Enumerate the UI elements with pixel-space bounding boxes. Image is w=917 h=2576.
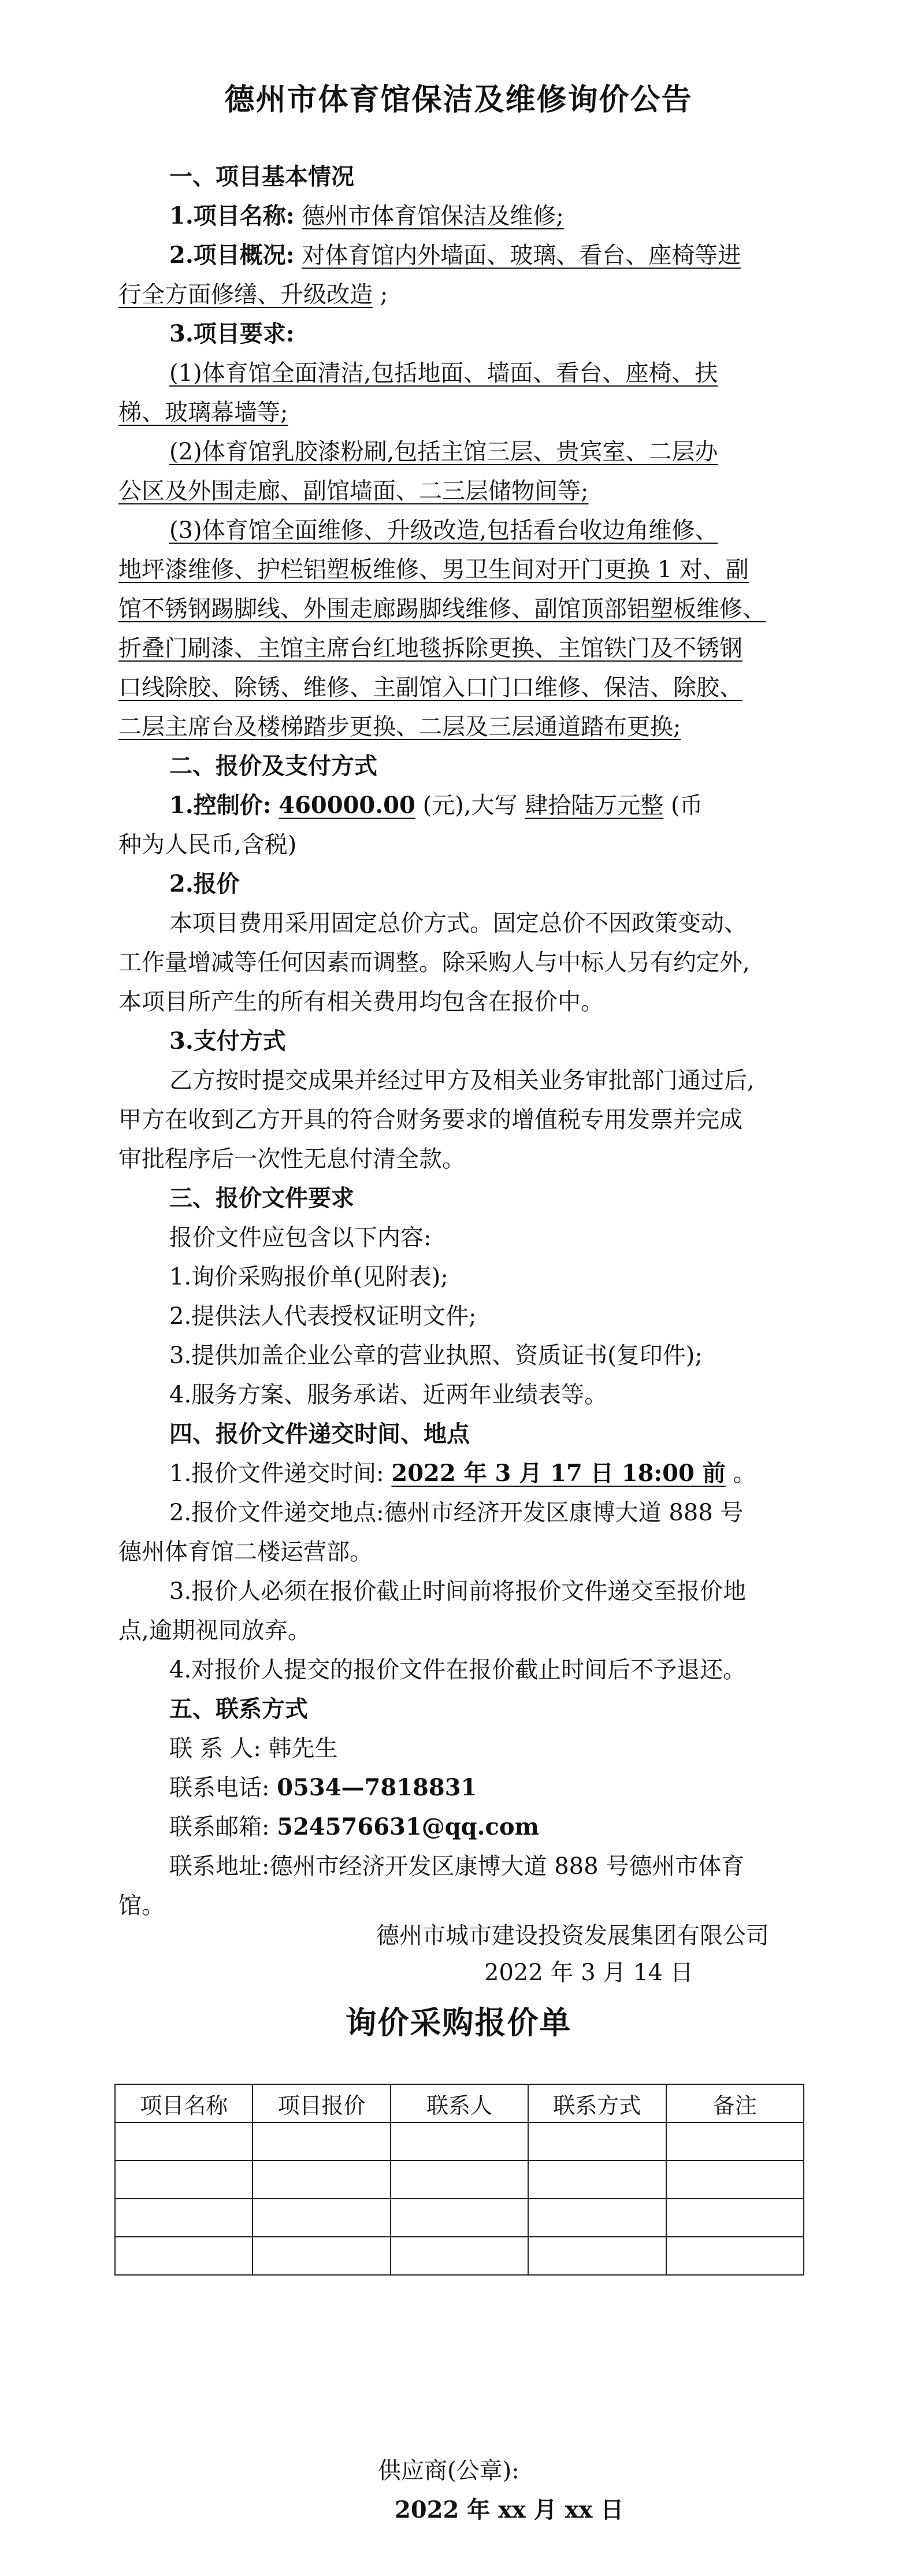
issuer-company: 德州市城市建设投资发展集团有限公司	[376, 1922, 769, 1949]
section-heading-contact: 五、联系方式	[169, 1695, 308, 1723]
header-project-name: 项目名称	[115, 2084, 253, 2122]
requirement-2-line-1: (2)体育馆乳胶漆粉刷,包括主馆三层、贵宾室、二层办	[169, 439, 718, 465]
quote-form-title: 询价采购报价单	[345, 2004, 572, 2041]
quote-paragraph-line-2: 工作量增减等任何因素而调整。除采购人与中标人另有约定外,	[118, 949, 750, 976]
submission-time-line	[118, 1454, 812, 1493]
table-cell[interactable]	[666, 2237, 804, 2275]
requirement-3-line-5: 口线除胶、除锈、维修、主副馆入口门口维修、保洁、除胶、	[118, 674, 742, 701]
contact-email-line	[118, 1807, 812, 1847]
payment-paragraph-line-1: 乙方按时提交成果并经过甲方及相关业务审批部门通过后,	[169, 1067, 755, 1094]
submission-time-value: 2022 年 3 月 17 日 18:00 前	[391, 1460, 726, 1487]
control-price-line	[118, 786, 812, 825]
contact-phone-value: 0534—7818831	[277, 1774, 477, 1801]
control-price-label: 1.控制价:	[169, 792, 272, 819]
table-cell[interactable]	[528, 2122, 666, 2161]
quote-label: 2.报价	[169, 870, 240, 897]
requirement-1-line-2: 梯、玻璃幕墙等;	[118, 399, 288, 426]
contact-person-value: 韩先生	[268, 1735, 338, 1762]
table-cell[interactable]	[115, 2161, 253, 2199]
control-price-mid: (元),大写	[422, 792, 518, 819]
contact-person-label: 联 系 人:	[169, 1735, 261, 1762]
project-overview-line-2	[118, 275, 812, 314]
requirement-3-line-6: 二层主席台及楼梯踏步更换、二层及三层通道踏布更换;	[118, 714, 681, 740]
contact-address-line-2: 馆。	[118, 1892, 165, 1919]
submission-time-label: 1.报价文件递交时间:	[169, 1460, 384, 1487]
table-cell[interactable]	[666, 2199, 804, 2237]
table-cell[interactable]	[391, 2237, 528, 2275]
table-cell[interactable]	[391, 2161, 528, 2199]
control-price-value: 460000.00	[279, 792, 415, 819]
quote-docs-intro: 报价文件应包含以下内容:	[169, 1224, 432, 1251]
project-overview-end: ;	[380, 281, 388, 308]
project-name-label: 1.项目名称:	[169, 202, 295, 229]
project-overview-label: 2.项目概况:	[169, 242, 295, 269]
project-name-value: 德州市体育馆保洁及维修;	[302, 203, 564, 229]
header-remarks: 备注	[666, 2084, 804, 2122]
requirement-2-line-2: 公区及外围走廊、副馆墙面、二三层储物间等;	[118, 478, 589, 504]
table-cell[interactable]	[666, 2161, 804, 2199]
supplier-date: 2022 年 xx 月 xx 日	[395, 2496, 624, 2523]
contact-phone-line	[118, 1768, 812, 1807]
table-cell[interactable]	[253, 2237, 390, 2275]
submission-location-line-1: 2.报价文件递交地点:德州市经济开发区康博大道 888 号	[169, 1499, 744, 1526]
table-cell[interactable]	[528, 2161, 666, 2199]
submission-deadline-line-2: 点,逾期视同放弃。	[118, 1617, 311, 1644]
requirement-3-line-2: 地坪漆维修、护栏铝塑板维修、男卫生间对开门更换 1 对、副	[118, 556, 749, 583]
issue-date: 2022 年 3 月 14 日	[484, 1959, 693, 1986]
requirement-3-line-3: 馆不锈钢踢脚线、外围走廊踢脚线维修、副馆顶部铝塑板维修、	[118, 596, 766, 622]
submission-no-return: 4.对报价人提交的报价文件在报价截止时间后不予退还。	[169, 1657, 747, 1683]
table-cell[interactable]	[115, 2237, 253, 2275]
table-cell[interactable]	[115, 2122, 253, 2161]
table-row	[115, 2161, 804, 2199]
payment-paragraph-line-3: 审批程序后一次性无息付清全款。	[118, 1146, 465, 1172]
header-project-quote: 项目报价	[253, 2084, 390, 2122]
contact-email-value: 524576631@qq.com	[277, 1813, 539, 1840]
section-heading-price-payment: 二、报价及支付方式	[169, 752, 377, 780]
contact-address-line-1: 联系地址:德州市经济开发区康博大道 888 号德州市体育	[169, 1853, 745, 1880]
quote-form-table	[114, 2084, 804, 2276]
payment-paragraph-line-2: 甲方在收到乙方开具的符合财务要求的增值税专用发票并完成	[118, 1107, 742, 1133]
project-overview-value-2: 行全方面修缮、升级改造	[118, 281, 373, 308]
project-name-line	[118, 196, 812, 236]
quote-form-header-row	[115, 2084, 804, 2122]
submission-location-line-2: 德州体育馆二楼运营部。	[118, 1539, 373, 1565]
control-price-tail: (币	[670, 792, 703, 819]
table-cell[interactable]	[253, 2199, 390, 2237]
table-cell[interactable]	[115, 2199, 253, 2237]
page-title: 德州市体育馆保洁及维修询价公告	[224, 82, 693, 117]
quote-paragraph-line-3: 本项目所产生的所有相关费用均包含在报价中。	[118, 989, 604, 1015]
section-heading-submission: 四、报价文件递交时间、地点	[169, 1420, 470, 1447]
table-cell[interactable]	[666, 2122, 804, 2161]
table-cell[interactable]	[253, 2122, 390, 2161]
header-contact-person: 联系人	[391, 2084, 528, 2122]
payment-label: 3.支付方式	[169, 1027, 286, 1055]
section-heading-basic-info: 一、项目基本情况	[169, 163, 354, 190]
submission-time-end: 。	[733, 1460, 756, 1487]
contact-person-line	[118, 1729, 812, 1768]
submission-deadline-line-1: 3.报价人必须在报价截止时间前将报价文件递交至报价地	[169, 1578, 747, 1605]
control-price-line-2: 种为人民币,含税)	[118, 832, 297, 858]
table-cell[interactable]	[391, 2122, 528, 2161]
table-cell[interactable]	[391, 2199, 528, 2237]
quote-docs-item-2: 2.提供法人代表授权证明文件;	[169, 1303, 477, 1330]
project-overview-value-1: 对体育馆内外墙面、玻璃、看台、座椅等进	[302, 242, 741, 269]
contact-phone-label: 联系电话:	[169, 1775, 270, 1801]
quote-docs-item-1: 1.询价采购报价单(见附表);	[169, 1264, 448, 1290]
table-cell[interactable]	[528, 2237, 666, 2275]
quote-paragraph-line-1: 本项目费用采用固定总价方式。固定总价不因政策变动、	[169, 910, 747, 937]
table-cell[interactable]	[253, 2161, 390, 2199]
quote-docs-item-3: 3.提供加盖企业公章的营业执照、资质证书(复印件);	[169, 1342, 703, 1369]
table-row	[115, 2199, 804, 2237]
contact-email-label: 联系邮箱:	[169, 1814, 270, 1840]
table-row	[115, 2122, 804, 2161]
table-cell[interactable]	[528, 2199, 666, 2237]
header-contact-method: 联系方式	[528, 2084, 666, 2122]
table-row	[115, 2237, 804, 2275]
project-requirements-label: 3.项目要求:	[169, 320, 295, 347]
announcement-body	[118, 157, 812, 1925]
requirement-1-line-1: (1)体育馆全面清洁,包括地面、墙面、看台、座椅、扶	[169, 360, 718, 387]
control-price-words: 肆拾陆万元整	[525, 792, 664, 819]
requirement-3-line-1: (3)体育馆全面维修、升级改造,包括看台收边角维修、	[169, 517, 718, 544]
section-heading-quote-docs: 三、报价文件要求	[169, 1185, 354, 1212]
requirement-3-line-4: 折叠门刷漆、主馆主席台红地毯拆除更换、主馆铁门及不锈钢	[118, 635, 742, 662]
quote-docs-item-4: 4.服务方案、服务承诺、近两年业绩表等。	[169, 1382, 608, 1408]
supplier-seal-label: 供应商(公章):	[378, 2458, 519, 2484]
project-overview-line-1	[118, 236, 812, 275]
